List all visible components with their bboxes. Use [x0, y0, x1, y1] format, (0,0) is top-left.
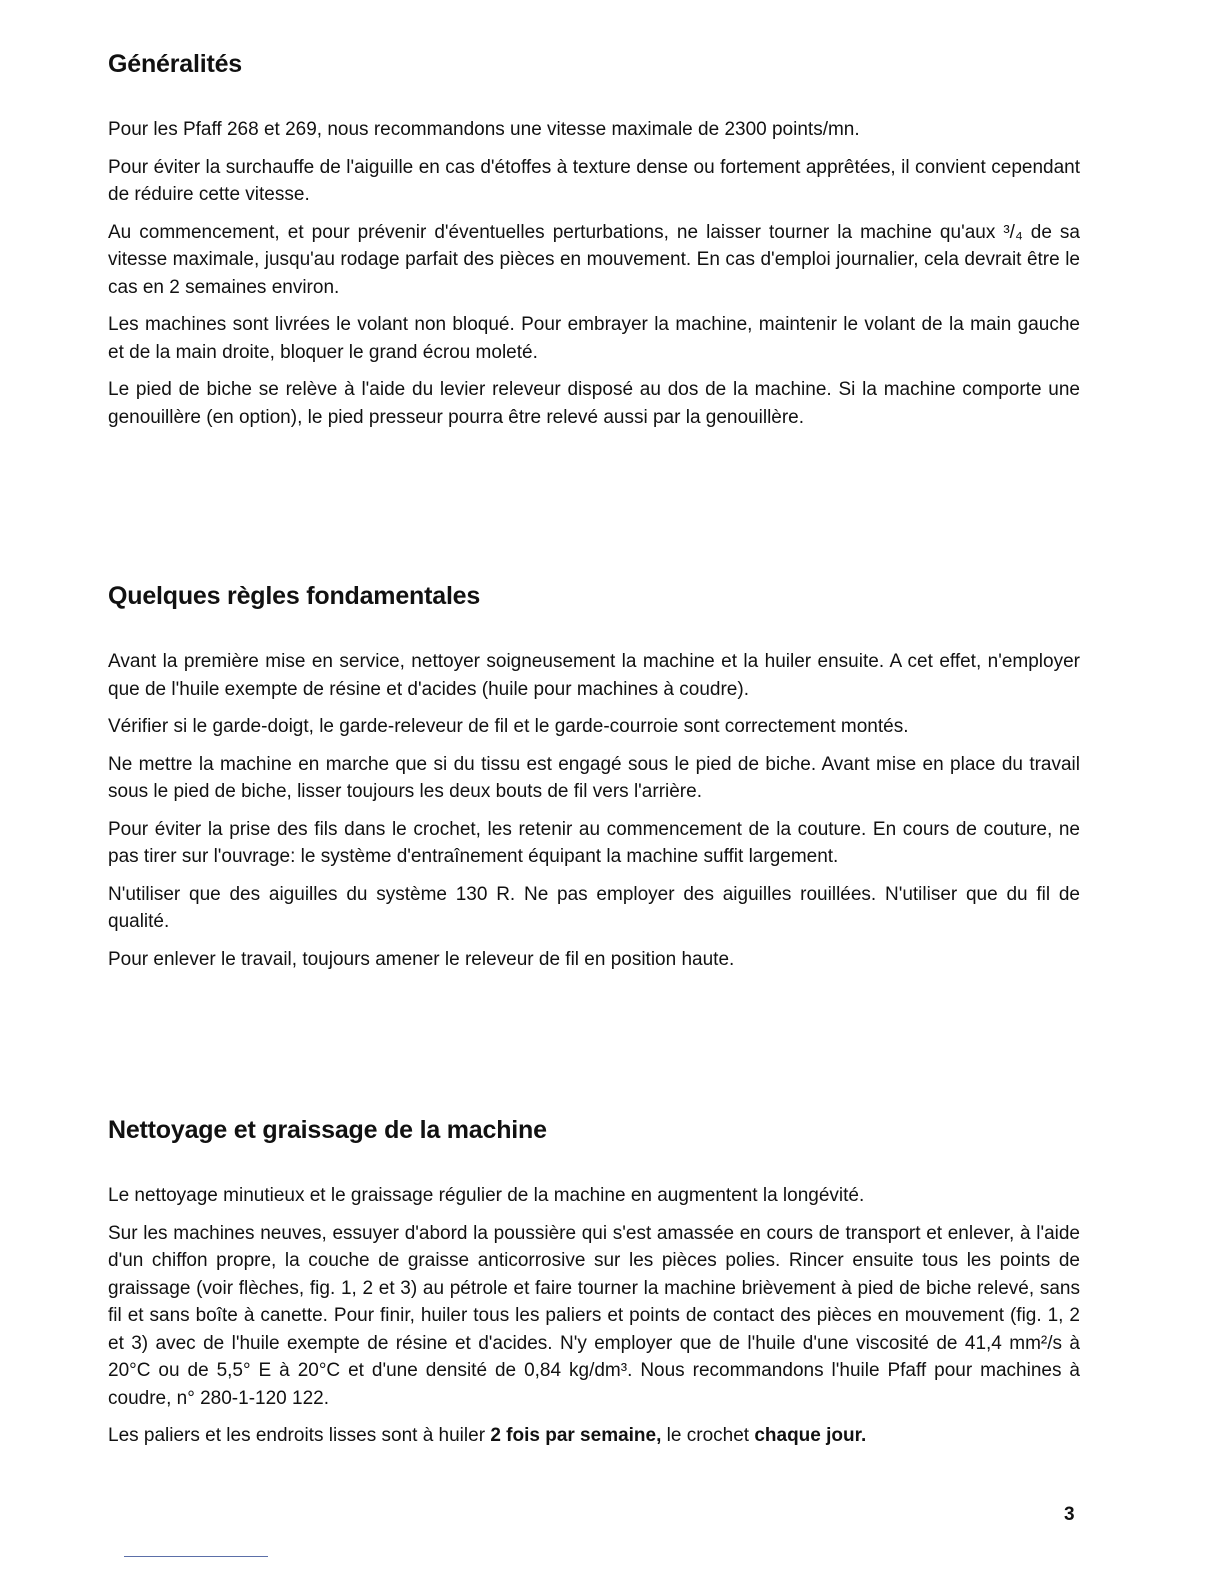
paragraph: Sur les machines neuves, essuyer d'abord la poussière qui s'est amassée en cours de transport et enlever, à l'aide d'un chiffon propre, la couche de graisse anticorrosive sur les pièces polies. Rincer ensuite tous les points de graissage (voir flèches, fig. 1, 2 et 3) au pétrole et faire tourner la machine brièvement à pied de biche relevé, sans fil et sans boîte à canette. Pour finir, huiler tous les paliers et points de contact des pièces en mouvement (fig. 1, 2 et 3) avec de l'huile exempte de résine et d'acides. N'y employer que de l'huile d'une viscosité de 41,4 mm²/s à 20°C ou de 5,5° E à 20°C et d'une densité de 0,84 kg/dm³. Nous recommandons l'huile Pfaff pour machines à coudre, n° 280-1-120 122. — [108, 1222, 1080, 1409]
paragraph: Le pied de biche se relève à l'aide du levier releveur disposé au dos de la machine. Si la machine comporte une genouillère (en option), le pied presseur pourra être relevé aussi par la genouillère. — [108, 379, 1080, 428]
section-heading: Généralités — [108, 50, 242, 78]
paragraph: Au commencement, et pour prévenir d'éventuelles perturbations, ne laisser tourner la machine qu'aux ³/₄ de sa vitesse maximale, jusqu'au rodage parfait des pièces en mouvement. En cas d'emploi journalier, cela devrait être le cas en 2 semaines environ. — [108, 221, 1080, 298]
page-number: 3 — [1064, 1504, 1075, 1525]
oiling-schedule-paragraph — [108, 1422, 1080, 1450]
paragraph: Pour éviter la prise des fils dans le crochet, les retenir au commencement de la couture. En cours de couture, ne pas tirer sur l'ouvrage: le système d'entraînement équipant la machine suffit largement. — [108, 818, 1080, 867]
section-heading: Nettoyage et graissage de la machine — [108, 1116, 547, 1144]
paragraph: Le nettoyage minutieux et le graissage régulier de la machine en augmentent la longévité. — [108, 1185, 865, 1206]
text-run: Les paliers et les endroits lisses sont à huiler — [108, 1425, 491, 1446]
footer-rule — [124, 1556, 268, 1557]
text-run: le crochet — [661, 1425, 755, 1446]
paragraph: Pour enlever le travail, toujours amener le releveur de fil en position haute. — [108, 948, 735, 970]
section-regles-fondamentales — [108, 580, 1080, 983]
emphasis-weekly: 2 fois par semaine, — [490, 1425, 662, 1446]
paragraph: Avant la première mise en service, nettoyer soigneusement la machine et la huiler ensuite. A cet effet, n'employer que de l'huile exempte de résine et d'acides (huile pour machines à coudre). — [108, 651, 1080, 700]
paragraph: Vérifier si le garde-doigt, le garde-releveur de fil et le garde-courroie sont correctement montés. — [108, 716, 909, 737]
paragraph: Ne mettre la machine en marche que si du tissu est engagé sous le pied de biche. Avant mise en place du travail sous le pied de biche, lisser toujours les deux bouts de fil vers l'arrière. — [108, 753, 1080, 802]
section-nettoyage-graissage — [108, 1114, 1080, 1460]
section-heading: Quelques règles fondamentales — [108, 582, 481, 610]
paragraph: Pour éviter la surchauffe de l'aiguille en cas d'étoffes à texture dense ou fortement apprêtées, il convient cependant de réduire cette vitesse. — [108, 156, 1080, 205]
paragraph: N'utiliser que des aiguilles du système 130 R. Ne pas employer des aiguilles rouillées. N'utiliser que du fil de qualité. — [108, 883, 1080, 932]
section-generalites — [108, 48, 1080, 441]
emphasis-daily: chaque jour. — [754, 1425, 867, 1446]
paragraph: Les machines sont livrées le volant non bloqué. Pour embrayer la machine, maintenir le volant de la main gauche et de la main droite, bloquer le grand écrou moleté. — [108, 314, 1080, 363]
paragraph: Pour les Pfaff 268 et 269, nous recommandons une vitesse maximale de 2300 points/mn. — [108, 119, 860, 140]
